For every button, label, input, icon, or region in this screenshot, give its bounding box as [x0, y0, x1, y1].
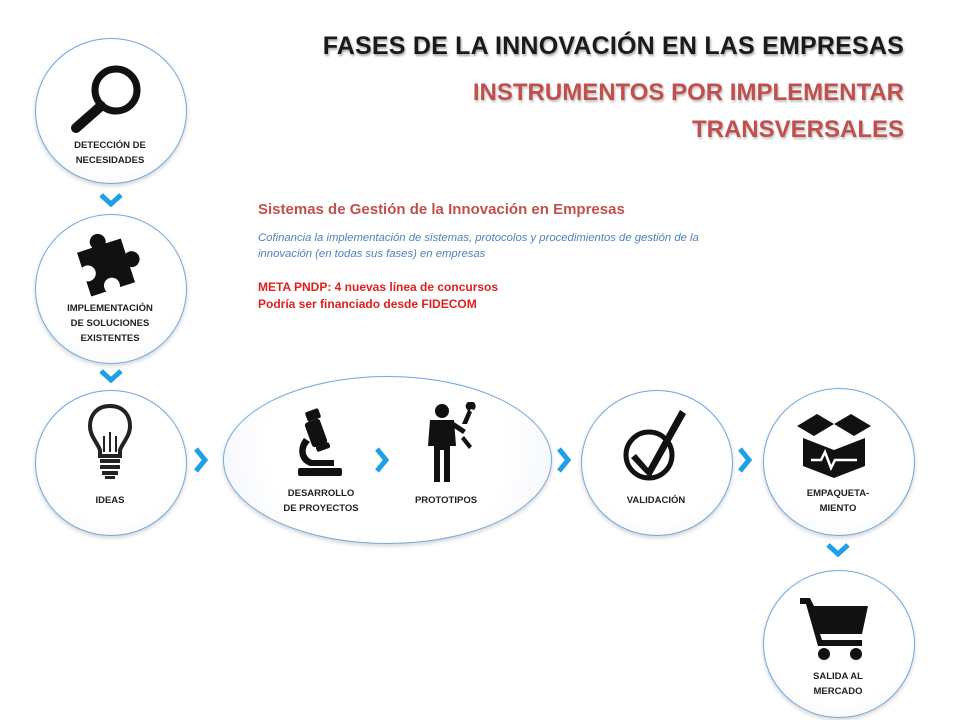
- chevron-down-icon: [99, 193, 123, 207]
- worker-icon: [422, 402, 478, 484]
- page-subtitle: [300, 74, 904, 148]
- chevron-right-icon: [194, 447, 208, 473]
- label-prototipos-line-1: PROTOTIPOS: [414, 495, 478, 506]
- label-deteccion-line-1: DETECCIÓN DE: [74, 140, 146, 151]
- puzzle-icon: [66, 226, 148, 302]
- label-salida: [788, 669, 888, 699]
- label-deteccion: [50, 138, 170, 168]
- chevron-right-icon: [557, 447, 571, 473]
- meta-text: [258, 279, 498, 313]
- system-title: Sistemas de Gestión de la Innovación en Empresas: [258, 201, 625, 218]
- box-icon: [795, 410, 873, 480]
- page-title: FASES DE LA INNOVACIÓN EN LAS EMPRESAS: [322, 32, 904, 60]
- cart-icon: [798, 594, 870, 662]
- system-description-line-2: innovación (en todas sus fases) en empresas: [258, 248, 486, 260]
- label-empaquetamiento: [788, 486, 888, 516]
- label-desarrollo-line-1: DESARROLLO: [287, 488, 355, 499]
- label-empaquetamiento-line-1: EMPAQUETA-: [806, 488, 870, 499]
- chevron-right-icon: [738, 447, 752, 473]
- chevron-down-icon: [99, 369, 123, 383]
- label-ideas: [70, 493, 150, 508]
- checkbox-icon: [622, 404, 690, 482]
- label-desarrollo: [261, 486, 381, 516]
- label-desarrollo-line-2: DE PROYECTOS: [283, 503, 359, 514]
- label-deteccion-line-2: NECESIDADES: [75, 155, 145, 166]
- label-implementacion: [45, 301, 175, 346]
- label-implementacion-line-2: DE SOLUCIONES: [70, 318, 150, 329]
- label-salida-line-2: MERCADO: [813, 686, 863, 697]
- label-salida-line-1: SALIDA AL: [813, 671, 863, 682]
- label-ideas-line-1: IDEAS: [95, 495, 125, 506]
- system-description-line-1: Cofinancia la implementación de sistemas, protocolos y procedimientos de gestión de la: [258, 232, 699, 244]
- meta-line-1: META PNDP: 4 nuevas línea de concursos: [258, 280, 499, 294]
- label-validacion: [606, 493, 706, 508]
- magnifier-icon: [68, 62, 144, 134]
- label-implementacion-line-3: EXISTENTES: [80, 333, 140, 344]
- subtitle-line-2: TRANSVERSALES: [691, 116, 904, 143]
- microscope-icon: [294, 408, 346, 478]
- label-validacion-line-1: VALIDACIÓN: [626, 495, 686, 506]
- label-prototipos: [396, 493, 496, 508]
- chevron-right-icon: [375, 447, 389, 473]
- lightbulb-icon: [86, 402, 134, 482]
- label-implementacion-line-1: IMPLEMENTACIÓN: [67, 303, 153, 314]
- system-description: [258, 230, 818, 262]
- chevron-down-icon: [826, 543, 850, 557]
- subtitle-line-1: INSTRUMENTOS POR IMPLEMENTAR: [472, 79, 904, 106]
- meta-line-2: Podría ser financiado desde FIDECOM: [258, 297, 477, 311]
- label-empaquetamiento-line-2: MIENTO: [819, 503, 857, 514]
